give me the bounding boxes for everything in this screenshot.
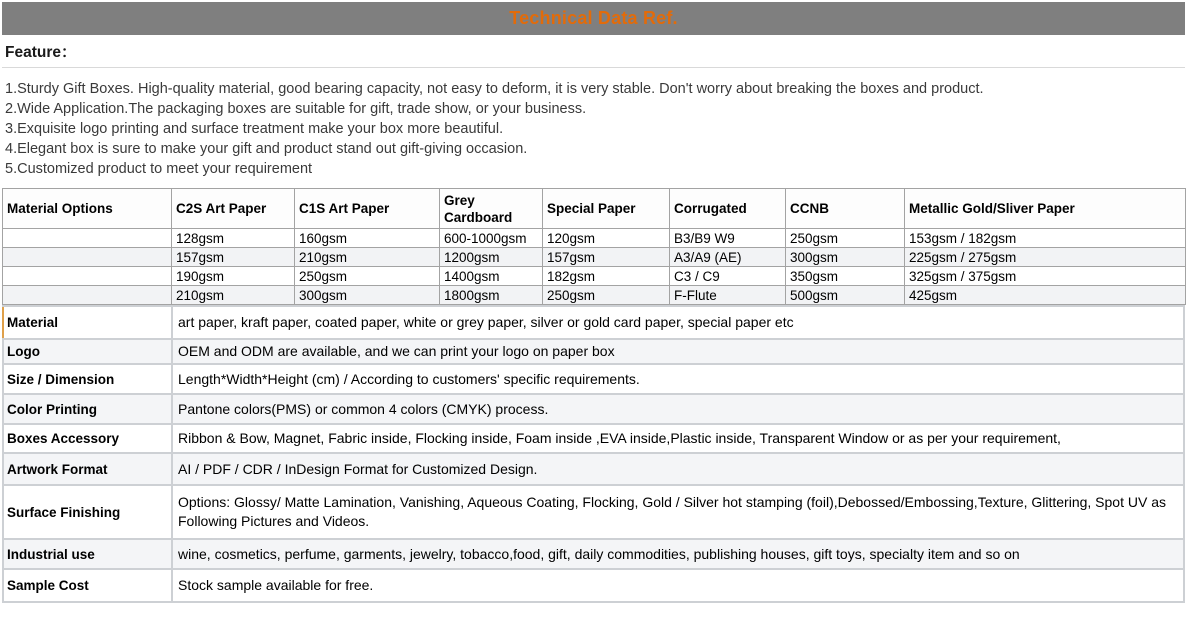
spec-row-boxes-accessory xyxy=(3,424,1184,453)
spec-value-artwork-format: AI / PDF / CDR / InDesign Format for Customized Design. xyxy=(172,453,1184,485)
material-options-table xyxy=(2,188,1186,305)
spec-row-artwork-format xyxy=(3,453,1184,485)
cell: B3/B9 W9 xyxy=(670,229,786,248)
cell: 225gsm / 275gsm xyxy=(905,248,1186,267)
cell: 157gsm xyxy=(543,248,670,267)
feature-item-1: 1.Sturdy Gift Boxes. High-quality material, good bearing capacity, not easy to deform, it is very stable. Don't worry about breaking the boxes and product. xyxy=(5,81,984,97)
spec-row-color-printing xyxy=(3,394,1184,424)
col-header-c1s-art-paper: C1S Art Paper xyxy=(295,189,440,229)
spec-value-size-dimension: Length*Width*Height (cm) / According to customers' specific requirements. xyxy=(172,364,1184,394)
spec-label-size-dimension: Size / Dimension xyxy=(3,364,172,394)
cell: 182gsm xyxy=(543,267,670,286)
feature-item-3: 3.Exquisite logo printing and surface treatment make your box more beautiful. xyxy=(5,121,504,137)
cell: 250gsm xyxy=(543,286,670,305)
spec-label-boxes-accessory: Boxes Accessory xyxy=(3,424,172,453)
materials-row-2 xyxy=(3,248,1186,267)
cell: 1400gsm xyxy=(440,267,543,286)
spec-value-sample-cost: Stock sample available for free. xyxy=(172,569,1184,602)
spec-label-sample-cost: Sample Cost xyxy=(3,569,172,602)
feature-item-4: 4.Elegant box is sure to make your gift and product stand out gift-giving occasion. xyxy=(5,141,528,157)
cell: 157gsm xyxy=(172,248,295,267)
cell xyxy=(3,248,172,267)
spec-value-industrial-use: wine, cosmetics, perfume, garments, jewelry, tobacco,food, gift, daily commodities, publishing houses, gift toys, specialty item and so on xyxy=(172,539,1184,569)
cell: 1200gsm xyxy=(440,248,543,267)
cell: 500gsm xyxy=(786,286,905,305)
materials-row-4 xyxy=(3,286,1186,305)
feature-list xyxy=(2,68,1185,188)
feature-section-heading xyxy=(2,35,1185,68)
spec-row-logo xyxy=(3,339,1184,364)
col-header-special-paper: Special Paper xyxy=(543,189,670,229)
cell xyxy=(3,229,172,248)
materials-row-3 xyxy=(3,267,1186,286)
spec-value-boxes-accessory: Ribbon & Bow, Magnet, Fabric inside, Flocking inside, Foam inside ,EVA inside,Plastic inside, Transparent Window or as per your requirement, xyxy=(172,424,1184,453)
cell: 210gsm xyxy=(172,286,295,305)
cell: 160gsm xyxy=(295,229,440,248)
spec-label-surface-finishing: Surface Finishing xyxy=(3,485,172,539)
cell xyxy=(3,286,172,305)
spec-label-industrial-use: Industrial use xyxy=(3,539,172,569)
materials-header-row xyxy=(3,189,1186,229)
cell: 350gsm xyxy=(786,267,905,286)
cell: 250gsm xyxy=(295,267,440,286)
feature-item-5: 5.Customized product to meet your requirement xyxy=(5,161,313,177)
col-header-ccnb: CCNB xyxy=(786,189,905,229)
spec-value-color-printing: Pantone colors(PMS) or common 4 colors (CMYK) process. xyxy=(172,394,1184,424)
spec-label-logo: Logo xyxy=(3,339,172,364)
cell: 1800gsm xyxy=(440,286,543,305)
cell: 128gsm xyxy=(172,229,295,248)
cell: 153gsm / 182gsm xyxy=(905,229,1186,248)
col-header-grey-cardboard: Grey Cardboard xyxy=(440,189,543,229)
spec-value-surface-finishing: Options: Glossy/ Matte Lamination, Vanishing, Aqueous Coating, Flocking, Gold / Silver hot stamping (foil),Debossed/Embossing,Texture, Glittering, Spot UV as Following Pictures and Videos. xyxy=(172,485,1184,539)
spec-row-material xyxy=(3,306,1184,339)
title-bar xyxy=(2,2,1185,35)
cell: F-Flute xyxy=(670,286,786,305)
spec-value-logo: OEM and ODM are available, and we can print your logo on paper box xyxy=(172,339,1184,364)
spec-row-surface-finishing xyxy=(3,485,1184,539)
feature-heading-label: Feature： xyxy=(5,44,77,61)
cell: C3 / C9 xyxy=(670,267,786,286)
cell: 600-1000gsm xyxy=(440,229,543,248)
cell xyxy=(3,267,172,286)
feature-item-2: 2.Wide Application.The packaging boxes are suitable for gift, trade show, or your business. xyxy=(5,101,587,117)
cell: 250gsm xyxy=(786,229,905,248)
cell: 120gsm xyxy=(543,229,670,248)
cell: 300gsm xyxy=(786,248,905,267)
cell: 190gsm xyxy=(172,267,295,286)
spec-row-sample-cost xyxy=(3,569,1184,602)
spec-label-artwork-format: Artwork Format xyxy=(3,453,172,485)
spec-label-color-printing: Color Printing xyxy=(3,394,172,424)
specifications-table xyxy=(2,305,1185,603)
col-header-c2s-art-paper: C2S Art Paper xyxy=(172,189,295,229)
col-header-material-options: Material Options xyxy=(3,189,172,229)
col-header-corrugated: Corrugated xyxy=(670,189,786,229)
spec-row-size-dimension xyxy=(3,364,1184,394)
page-title: Technical Data Ref. xyxy=(509,8,678,28)
cell: A3/A9 (AE) xyxy=(670,248,786,267)
spec-value-material: art paper, kraft paper, coated paper, white or grey paper, silver or gold card paper, special paper etc xyxy=(172,306,1184,339)
spec-label-material: Material xyxy=(3,306,172,339)
col-header-metallic-gold-sliver-paper: Metallic Gold/Sliver Paper xyxy=(905,189,1186,229)
cell: 325gsm / 375gsm xyxy=(905,267,1186,286)
cell: 425gsm xyxy=(905,286,1186,305)
spec-row-industrial-use xyxy=(3,539,1184,569)
cell: 300gsm xyxy=(295,286,440,305)
cell: 210gsm xyxy=(295,248,440,267)
materials-row-1 xyxy=(3,229,1186,248)
